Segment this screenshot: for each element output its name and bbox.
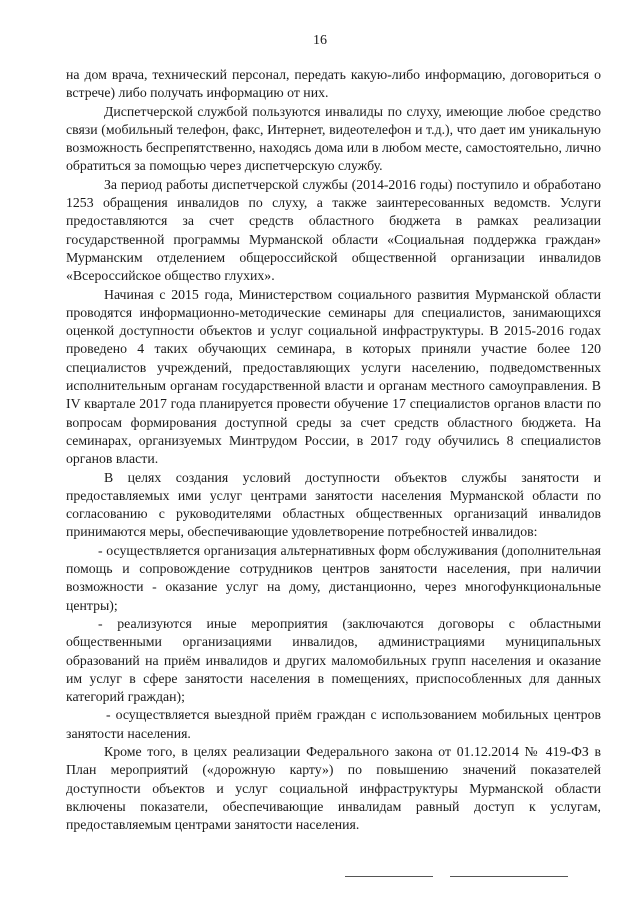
paragraph-dispatch-service-users: Диспетчерской службой пользуются инвалиды по слуху, имеющие любое средство связи (мобильный телефон, факс, Интернет, видеотелефон и т.д.), что дает им уникальную возможность беспрепятственно, находясь дома или в любом месте, самостоятельно, лично обратиться за помощью через диспетчерскую службу. <box>66 103 601 174</box>
paragraph-employment-accessibility: В целях создания условий доступности объектов службы занятости и предоставляемых ими услуг центрами занятости населения Мурманской области по согласованию с руководителями областных общественных организаций инвалидов принимаются меры, обеспечивающие удовлетворение потребностей инвалидов: <box>66 469 601 540</box>
paragraph-seminars: Начиная с 2015 года, Министерством социального развития Мурманской области проводятся информационно-методические семинары для специалистов, занимающихся оценкой доступности объектов и услуг социальной инфраструктуры. В 2015-2016 годах проведено 4 таких обучающих семинара, в которых приняли участие более 120 специалистов учреждений, предоставляющих услуги населению, подведомственных исполнительным органам государственной власти и органам местного самоуправления. В IV квартале 2017 года планируется провести обучение 17 специалистов органов власти по вопросам формирования доступной среды за счет средств областного бюджета. На семинарах, организуемых Минтрудом России, в 2017 году обучились 8 специалистов органов власти. <box>66 286 601 467</box>
list-item-alternative-service: - осуществляется организация альтернативных форм обслуживания (дополнительная помощь и сопровождение сотрудников центров занятости населения, при наличии возможности - оказание услуг на дому, дистанционно, через многофункциональные центры); <box>66 542 601 613</box>
paragraph-roadmap: Кроме того, в целях реализации Федерального закона от 01.12.2014 № 419-ФЗ в План мероприятий («дорожную карту») по повышению значений показателей доступности объектов и услуг социальной инфраструктуры Мурманской области включены показатели, обеспечивающие инвалидам равный доступ к услугам, предоставляемым центрами занятости населения. <box>66 743 601 833</box>
document-body <box>66 66 601 834</box>
list-item-other-measures: - реализуются иные мероприятия (заключаются договоры с областными общественными организациями инвалидов, администрациями муниципальных образований на приём инвалидов и других маломобильных групп населения и оказание им услуг в сфере занятости населения в помещениях, приспособленных для данных категорий граждан); <box>66 615 601 705</box>
footer-divider <box>345 876 433 877</box>
list-item-mobile-centers: - осуществляется выездной приём граждан с использованием мобильных центров занятости населения. <box>66 707 601 741</box>
paragraph-dispatch-service-statistics: За период работы диспетчерской службы (2014-2016 годы) поступило и обработано 1253 обращения инвалидов по слуху, а также заинтересованных ведомств. Услуги предоставляются за счет средств областного бюджета в рамках реализации государственной программы Мурманской области «Социальная поддержка граждан» Мурманским отделением общероссийской общественной организации инвалидов «Всероссийское общество глухих». <box>66 176 601 284</box>
paragraph-continuation: на дом врача, технический персонал, передать какую-либо информацию, договориться о встрече) либо получать информацию от них. <box>66 67 601 101</box>
footer-divider <box>450 876 568 877</box>
page-number: 16 <box>313 33 327 48</box>
